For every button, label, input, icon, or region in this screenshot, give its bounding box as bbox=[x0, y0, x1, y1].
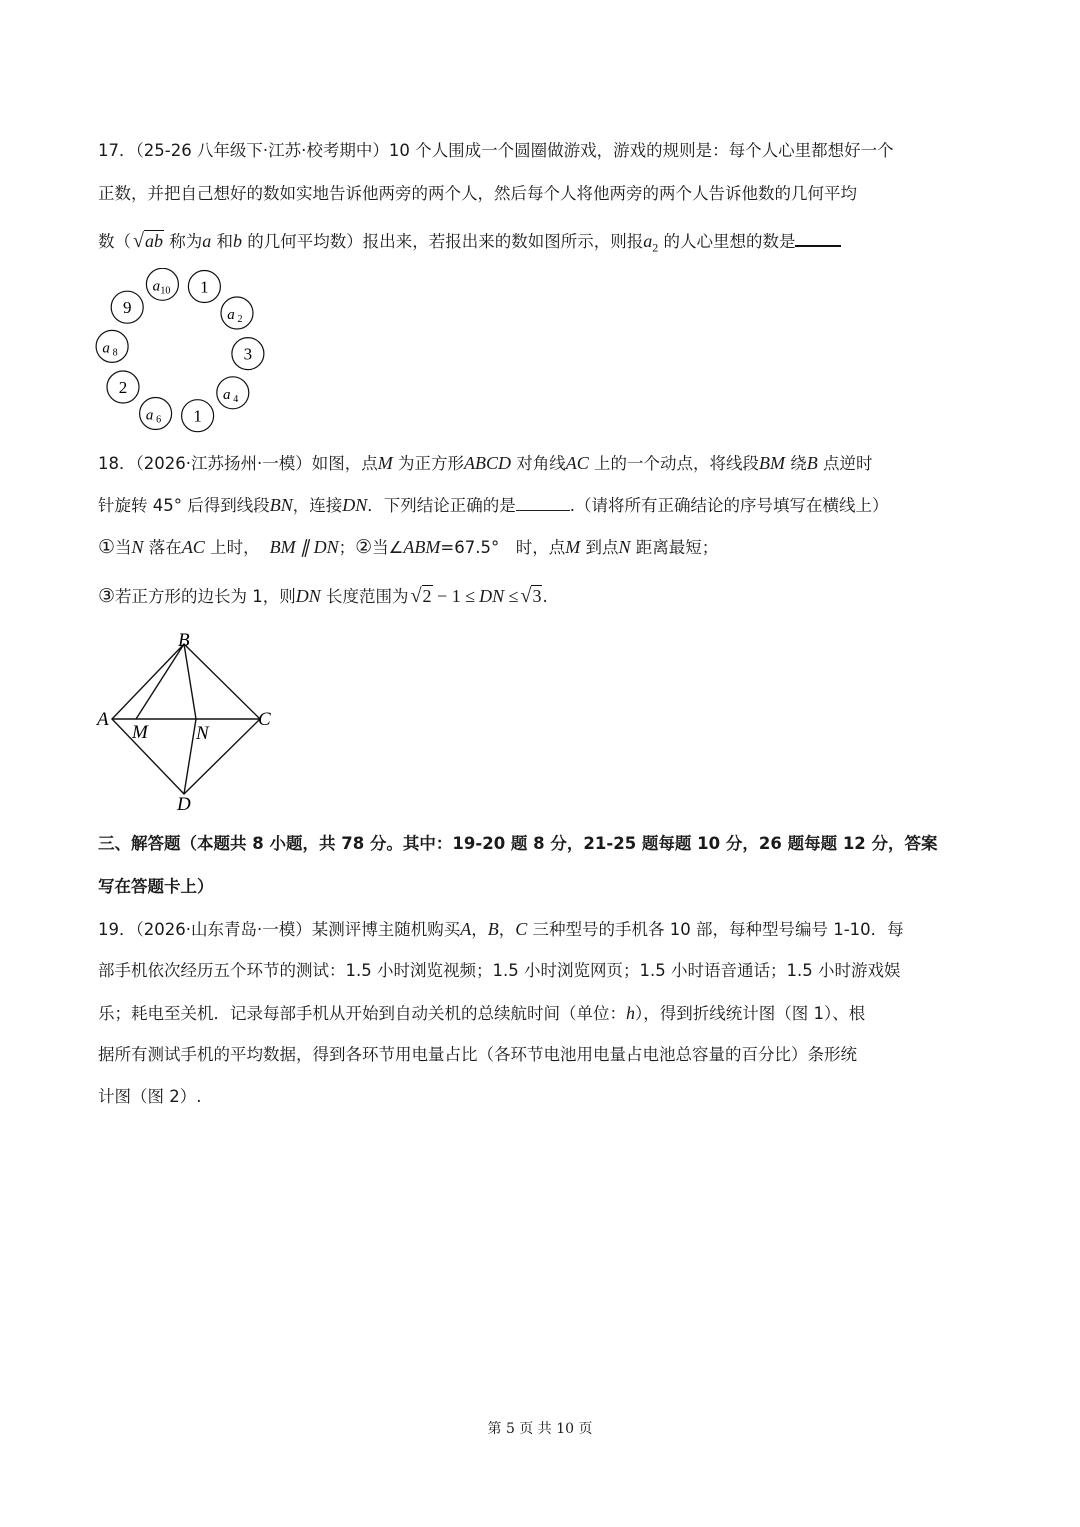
ring-label: 9 bbox=[122, 298, 132, 318]
q18-text: 若正方形的边长为 1，则 bbox=[115, 587, 296, 606]
q17-text: 称为 bbox=[163, 232, 203, 251]
ring-label: 2 bbox=[118, 378, 128, 397]
label-C: C bbox=[258, 709, 271, 730]
q18-text: 点逆时 bbox=[817, 454, 873, 473]
q19-text: ， bbox=[498, 920, 516, 939]
q19-text: ， bbox=[471, 920, 488, 939]
q18-text: 为正方形 bbox=[392, 454, 464, 473]
q18-text: 长度范围为 bbox=[320, 587, 409, 606]
ring-label-subscript: 8 bbox=[112, 347, 118, 359]
ring-node bbox=[217, 377, 249, 409]
q18-text: ．下列结论正确的是 bbox=[367, 496, 516, 515]
answer-blank-17[interactable] bbox=[795, 229, 841, 247]
var-B: B bbox=[487, 919, 499, 939]
ring-node bbox=[182, 400, 214, 432]
q18-text: 上的一个动点，将线段 bbox=[588, 454, 759, 473]
expr-parallel: BM ∥ DN bbox=[269, 537, 339, 557]
var-BM: BM bbox=[759, 453, 785, 473]
q18-text: 上时， bbox=[204, 538, 260, 557]
ring-label-subscript: 10 bbox=[160, 285, 171, 297]
ring-label: 3 bbox=[243, 344, 253, 364]
label-N: N bbox=[196, 723, 209, 744]
var-M: M bbox=[377, 453, 393, 473]
q18-text: ，连接 bbox=[292, 496, 343, 515]
ring-node bbox=[232, 338, 264, 370]
q18-line-2 bbox=[98, 493, 889, 518]
var-M: M bbox=[565, 537, 581, 557]
q18-text: ； bbox=[338, 538, 356, 557]
q19-line-2: 部手机依次经历五个环节的测试：1.5 小时浏览视频；1.5 小时浏览网页；1.5 小时语音通话；1.5 小时游戏娱 bbox=[98, 961, 901, 980]
q17-circle-figure bbox=[95, 268, 265, 438]
var-DN: DN bbox=[295, 586, 321, 606]
q18-text: .（请将所有正确结论的序号填写在横线上） bbox=[569, 496, 889, 515]
q18-line-3 bbox=[98, 535, 718, 560]
q18-text: 绕 bbox=[785, 454, 807, 473]
square-edges bbox=[112, 644, 260, 794]
q18-math: ≤ bbox=[504, 586, 519, 606]
q18-math: − 1 ≤ bbox=[432, 586, 476, 606]
q18-line-4 bbox=[98, 584, 548, 609]
q17-line-1: 17．（25-26 八年级下·江苏·校考期中）10 个人围成一个圆圈做游戏，游戏的规则是：每个人心里都想好一个 bbox=[98, 141, 894, 160]
var-A: A bbox=[460, 919, 472, 939]
q18-text: 距离最短； bbox=[630, 538, 719, 557]
subscript: 2 bbox=[652, 240, 659, 255]
q18-text: . bbox=[542, 587, 548, 606]
var-ABM: ABM bbox=[403, 537, 441, 557]
q18-text: 当∠ bbox=[372, 538, 404, 557]
segment-DN bbox=[184, 719, 196, 794]
answer-blank-18[interactable] bbox=[516, 494, 570, 511]
q19-text: ），得到折线统计图（图 1）、根 bbox=[635, 1004, 866, 1023]
circled-1: ① bbox=[98, 536, 116, 558]
q19-text: 三种型号的手机各 10 部，每种型号编号 1-10．每 bbox=[527, 920, 904, 939]
q17-text: 的几何平均数）报出来，若报出来的数如图所示，则报 bbox=[241, 232, 644, 251]
ring-node bbox=[146, 268, 178, 300]
var-B: B bbox=[806, 453, 818, 473]
q19-text: 19．（2026·山东青岛·一模）某测评博主随机购买 bbox=[98, 920, 461, 939]
ring-node bbox=[107, 371, 139, 403]
label-D: D bbox=[177, 794, 191, 815]
sqrt-2: √2 bbox=[410, 585, 432, 607]
sqrt-ab: √ab bbox=[133, 230, 163, 252]
var-AC: AC bbox=[565, 453, 589, 473]
q19-line-1 bbox=[98, 917, 904, 942]
q18-square-figure bbox=[92, 628, 282, 818]
ring-node bbox=[221, 297, 253, 329]
ring-label-subscript: 2 bbox=[237, 314, 243, 325]
var-DN: DN bbox=[479, 586, 505, 606]
label-B: B bbox=[178, 630, 190, 651]
ring-label-subscript: 4 bbox=[233, 393, 239, 405]
ring-label: a bbox=[152, 278, 161, 295]
q18-line-1 bbox=[98, 451, 873, 476]
q18-text: 对角线 bbox=[510, 454, 566, 473]
q17-text: 的人心里想的数是 bbox=[658, 232, 796, 251]
q18-text: 针旋转 45° 后得到线段 bbox=[98, 496, 270, 515]
ring-label: a bbox=[145, 407, 154, 424]
var-BN: BN bbox=[269, 495, 293, 515]
var-N: N bbox=[618, 537, 631, 557]
ring-node bbox=[188, 271, 220, 303]
ring-node bbox=[111, 291, 143, 323]
segment-BM bbox=[136, 644, 184, 719]
circled-2: ② bbox=[355, 536, 373, 558]
var-AC: AC bbox=[181, 537, 205, 557]
var-a2: a bbox=[643, 231, 653, 251]
ring-label: 1 bbox=[200, 277, 209, 297]
label-M: M bbox=[132, 722, 148, 743]
var-ABCD: ABCD bbox=[463, 453, 511, 473]
q17-line-2: 正数，并把自己想好的数如实地告诉他两旁的两个人，然后每个人将他两旁的两个人告诉他数的几何平均 bbox=[98, 184, 857, 203]
var-DN: DN bbox=[342, 495, 368, 515]
q19-line-4: 据所有测试手机的平均数据，得到各环节用电量占比（各环节电池用电量占电池总容量的百分比）条形统 bbox=[98, 1045, 857, 1064]
ring-node bbox=[96, 330, 128, 362]
q18-text: =67.5° 时，点 bbox=[440, 538, 566, 557]
q19-line-5: 计图（图 2）. bbox=[98, 1087, 202, 1106]
var-C: C bbox=[515, 919, 528, 939]
var-a: a bbox=[202, 231, 212, 251]
label-A: A bbox=[97, 709, 109, 730]
ring-node bbox=[140, 398, 172, 430]
q17-text: 和 bbox=[211, 232, 233, 251]
q19-line-3 bbox=[98, 1001, 865, 1026]
circled-3: ③ bbox=[98, 585, 116, 607]
segment-BN bbox=[184, 644, 196, 719]
page-footer: 第 5 页 共 10 页 bbox=[487, 1421, 593, 1437]
ring-label: 1 bbox=[193, 406, 202, 426]
q19-text: 乐；耗电至关机．记录每部手机从开始到自动关机的总续航时间（单位： bbox=[98, 1004, 626, 1023]
section-3-heading-line-2: 写在答题卡上） bbox=[98, 877, 214, 896]
q18-text: 到点 bbox=[580, 538, 619, 557]
q17-line-3 bbox=[98, 229, 841, 259]
var-b: b bbox=[232, 231, 242, 251]
ring-label: a bbox=[227, 307, 235, 323]
section-3-heading-line-1: 三、解答题（本题共 8 小题，共 78 分。其中：19-20 题 8 分，21-25 题每题 10 分，26 题每题 12 分，答案 bbox=[98, 834, 938, 853]
q17-text: 数（ bbox=[98, 232, 131, 251]
ring-label-subscript: 6 bbox=[156, 414, 162, 426]
q18-text: 当 bbox=[115, 538, 132, 557]
sqrt-3: √3 bbox=[520, 585, 542, 607]
var-h: h bbox=[626, 1003, 635, 1023]
var-N: N bbox=[131, 537, 144, 557]
q18-text: 落在 bbox=[143, 538, 182, 557]
ring-label: a bbox=[102, 340, 110, 357]
ring-label: a bbox=[223, 386, 231, 403]
q18-text: 18．（2026·江苏扬州·一模）如图，点 bbox=[98, 454, 378, 473]
